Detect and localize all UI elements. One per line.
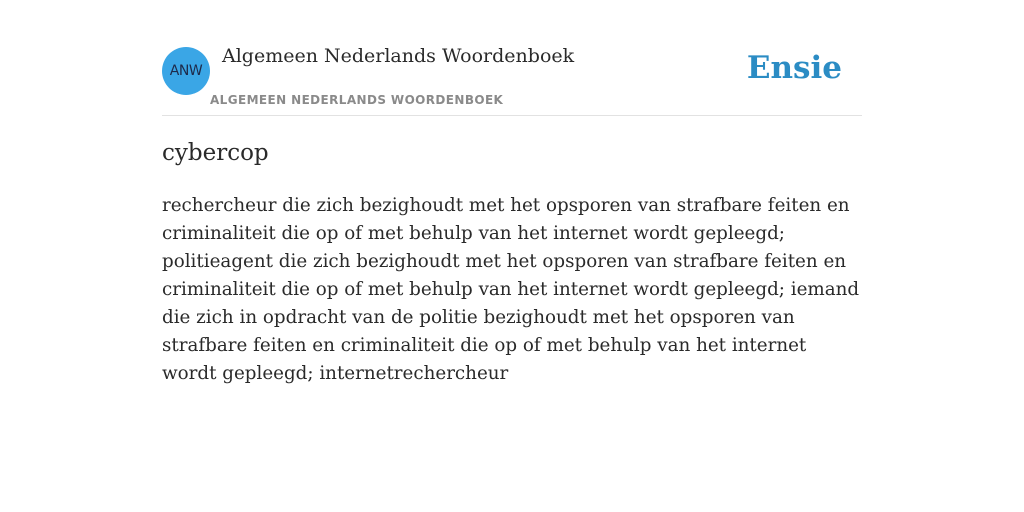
entry-card xyxy=(162,0,862,512)
source-title[interactable]: Algemeen Nederlands Woordenboek xyxy=(222,45,575,67)
anw-logo xyxy=(162,47,210,95)
entry-definition: rechercheur die zich bezighoudt met het opsporen van strafbare feiten en criminaliteit die op of met behulp van het internet wordt gepleegd; politieagent die zich bezighoudt met het opsporen van strafbare feiten en criminaliteit die op of met behulp van het internet wordt gepleegd; iemand die zich in opdracht van de politie bezighoudt met het opsporen van strafbare feiten en criminaliteit die op of met behulp van het internet wordt gepleegd; internetrechercheur xyxy=(162,195,860,384)
ensie-brand-link[interactable]: Ensie xyxy=(746,50,842,86)
source-header xyxy=(162,0,862,116)
source-subtitle: ALGEMEEN NEDERLANDS WOORDENBOEK xyxy=(210,93,504,107)
logo-text: ANW xyxy=(169,63,203,79)
entry-word: cybercop xyxy=(162,140,269,166)
